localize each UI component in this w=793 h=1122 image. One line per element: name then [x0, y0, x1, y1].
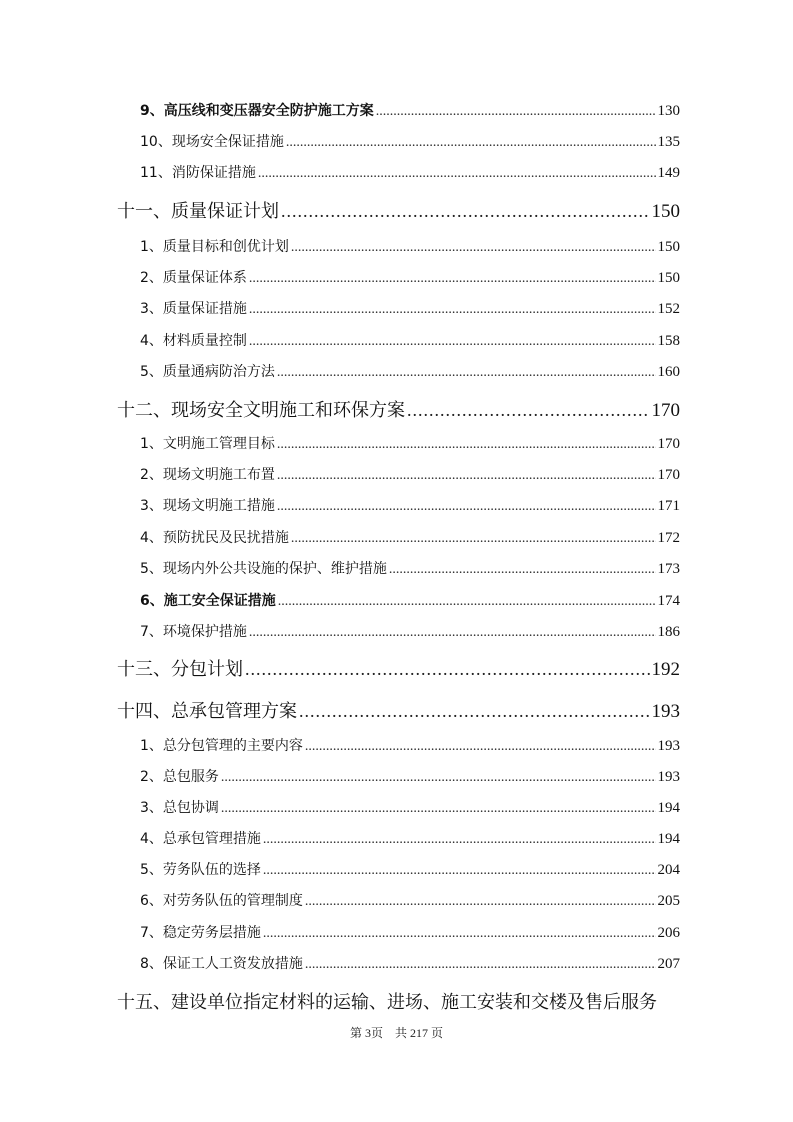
- dot-leader: [407, 400, 650, 421]
- dot-leader: [277, 468, 656, 484]
- toc-entry-title: 2、总包服务: [140, 769, 219, 785]
- toc-page-number: 174: [657, 593, 680, 609]
- toc-entry-title: 1、文明施工管理目标: [140, 436, 275, 452]
- toc-entry-title: 4、预防扰民及民扰措施: [140, 530, 289, 546]
- toc-entry-title: 6、对劳务队伍的管理制度: [140, 893, 303, 909]
- toc-page-number: 204: [657, 862, 680, 878]
- dot-leader: [249, 625, 656, 641]
- toc-page-number: 152: [657, 301, 680, 317]
- toc-section-heading[interactable]: [117, 197, 680, 223]
- dot-leader: [221, 770, 656, 786]
- toc-entry[interactable]: [140, 495, 680, 515]
- toc-entry[interactable]: [140, 621, 680, 641]
- toc-entry-title: 7、稳定劳务层措施: [140, 925, 261, 941]
- toc-entry-title: 2、现场文明施工布置: [140, 467, 275, 483]
- toc-section-heading[interactable]: [117, 697, 680, 723]
- toc-page-number: 170: [657, 436, 680, 452]
- dot-leader: [263, 832, 656, 848]
- dot-leader: [249, 334, 656, 350]
- toc-entry[interactable]: [140, 236, 680, 256]
- dot-leader: [278, 594, 656, 610]
- toc-entry[interactable]: [140, 433, 680, 453]
- toc-page-number: 170: [651, 400, 680, 421]
- toc-entry-title: 6、施工安全保证措施: [140, 593, 276, 609]
- page-footer: 第 3页 共 217 页: [349, 1026, 443, 1040]
- dot-leader: [249, 271, 656, 287]
- toc-entry[interactable]: [140, 464, 680, 484]
- toc-section-heading[interactable]: [117, 655, 680, 681]
- toc-entry[interactable]: [140, 527, 680, 547]
- dot-leader: [305, 739, 656, 755]
- toc-entry-title: 3、质量保证措施: [140, 301, 247, 317]
- toc-entry-title: 5、现场内外公共设施的保护、维护措施: [140, 561, 387, 577]
- toc-entry-title: 5、质量通病防治方法: [140, 364, 275, 380]
- dot-leader: [221, 801, 656, 817]
- toc-section-heading[interactable]: [117, 988, 687, 1014]
- dot-leader: [277, 437, 656, 453]
- toc-entry[interactable]: [140, 890, 680, 910]
- toc-entry[interactable]: [140, 828, 680, 848]
- toc-page-number: 172: [657, 530, 680, 546]
- toc-entry-title: 十三、分包计划: [117, 659, 243, 680]
- dot-leader: [281, 201, 650, 222]
- toc-section-heading[interactable]: [117, 396, 680, 422]
- toc-entry[interactable]: [140, 361, 680, 381]
- toc-entry-title: 十五、建设单位指定材料的运输、进场、施工安装和交楼及售后服务: [117, 992, 657, 1013]
- toc-entry-title: 十四、总承包管理方案: [117, 701, 297, 722]
- toc-entry[interactable]: [140, 953, 680, 973]
- toc-entry-title: 8、保证工人工资发放措施: [140, 956, 303, 972]
- toc-entry-title: 十二、现场安全文明施工和环保方案: [117, 400, 405, 421]
- toc-entry[interactable]: [140, 922, 680, 942]
- toc-page-number: 192: [651, 659, 680, 680]
- dot-leader: [245, 659, 650, 680]
- dot-leader: [277, 365, 656, 381]
- toc-page-number: 171: [657, 498, 680, 514]
- dot-leader: [305, 957, 656, 973]
- toc-page-number: 135: [657, 134, 680, 150]
- toc-page-number: 193: [657, 738, 680, 754]
- toc-entry-title: 11、消防保证措施: [140, 165, 256, 181]
- toc-entry[interactable]: [140, 298, 680, 318]
- toc-entry-title: 4、材料质量控制: [140, 333, 247, 349]
- toc-entry[interactable]: [140, 735, 680, 755]
- toc-page-number: 194: [657, 831, 680, 847]
- dot-leader: [389, 562, 656, 578]
- toc-page-number: 170: [657, 467, 680, 483]
- toc-entry-title: 7、环境保护措施: [140, 624, 247, 640]
- toc-entry[interactable]: [140, 797, 680, 817]
- toc-entry-title: 1、质量目标和创优计划: [140, 239, 289, 255]
- toc-page-number: 194: [657, 800, 680, 816]
- toc-page-number: 173: [657, 561, 680, 577]
- toc-entry[interactable]: [140, 558, 680, 578]
- toc-entry-title: 1、总分包管理的主要内容: [140, 738, 303, 754]
- toc-page-number: 205: [657, 893, 680, 909]
- toc-entry[interactable]: [140, 100, 680, 120]
- dot-leader: [305, 894, 656, 910]
- toc-page-number: 158: [657, 333, 680, 349]
- toc-page-number: 150: [651, 201, 680, 222]
- toc-page-number: 150: [657, 270, 680, 286]
- toc-entry[interactable]: [140, 330, 680, 350]
- toc-page-number: 160: [657, 364, 680, 380]
- dot-leader: [263, 863, 656, 879]
- toc-page-number: 193: [651, 701, 680, 722]
- toc-entry[interactable]: [140, 590, 680, 610]
- toc-page-number: 130: [657, 103, 680, 119]
- toc-page-number: 150: [657, 239, 680, 255]
- dot-leader: [249, 302, 656, 318]
- toc-entry-title: 3、总包协调: [140, 800, 219, 816]
- dot-leader: [277, 499, 656, 515]
- toc-entry[interactable]: [140, 162, 680, 182]
- toc-page-number: 206: [657, 925, 680, 941]
- dot-leader: [376, 104, 656, 120]
- dot-leader: [291, 240, 656, 256]
- dot-leader: [299, 701, 650, 722]
- dot-leader: [263, 926, 656, 942]
- toc-page-number: 186: [657, 624, 680, 640]
- toc-entry-title: 3、现场文明施工措施: [140, 498, 275, 514]
- toc-entry-title: 十一、质量保证计划: [117, 201, 279, 222]
- toc-entry-title: 4、总承包管理措施: [140, 831, 261, 847]
- toc-entry[interactable]: [140, 267, 680, 287]
- dot-leader: [258, 166, 656, 182]
- toc-entry-title: 9、高压线和变压器安全防护施工方案: [140, 103, 374, 119]
- toc-entry[interactable]: [140, 131, 680, 151]
- toc-entry-title: 2、质量保证体系: [140, 270, 247, 286]
- dot-leader: [291, 531, 656, 547]
- toc-entry-title: 10、现场安全保证措施: [140, 134, 284, 150]
- dot-leader: [286, 135, 656, 151]
- toc-entry[interactable]: [140, 766, 680, 786]
- toc-page-number: 207: [657, 956, 680, 972]
- toc-page-number: 193: [657, 769, 680, 785]
- toc-page-number: 149: [657, 165, 680, 181]
- toc-entry[interactable]: [140, 859, 680, 879]
- toc-entry-title: 5、劳务队伍的选择: [140, 862, 261, 878]
